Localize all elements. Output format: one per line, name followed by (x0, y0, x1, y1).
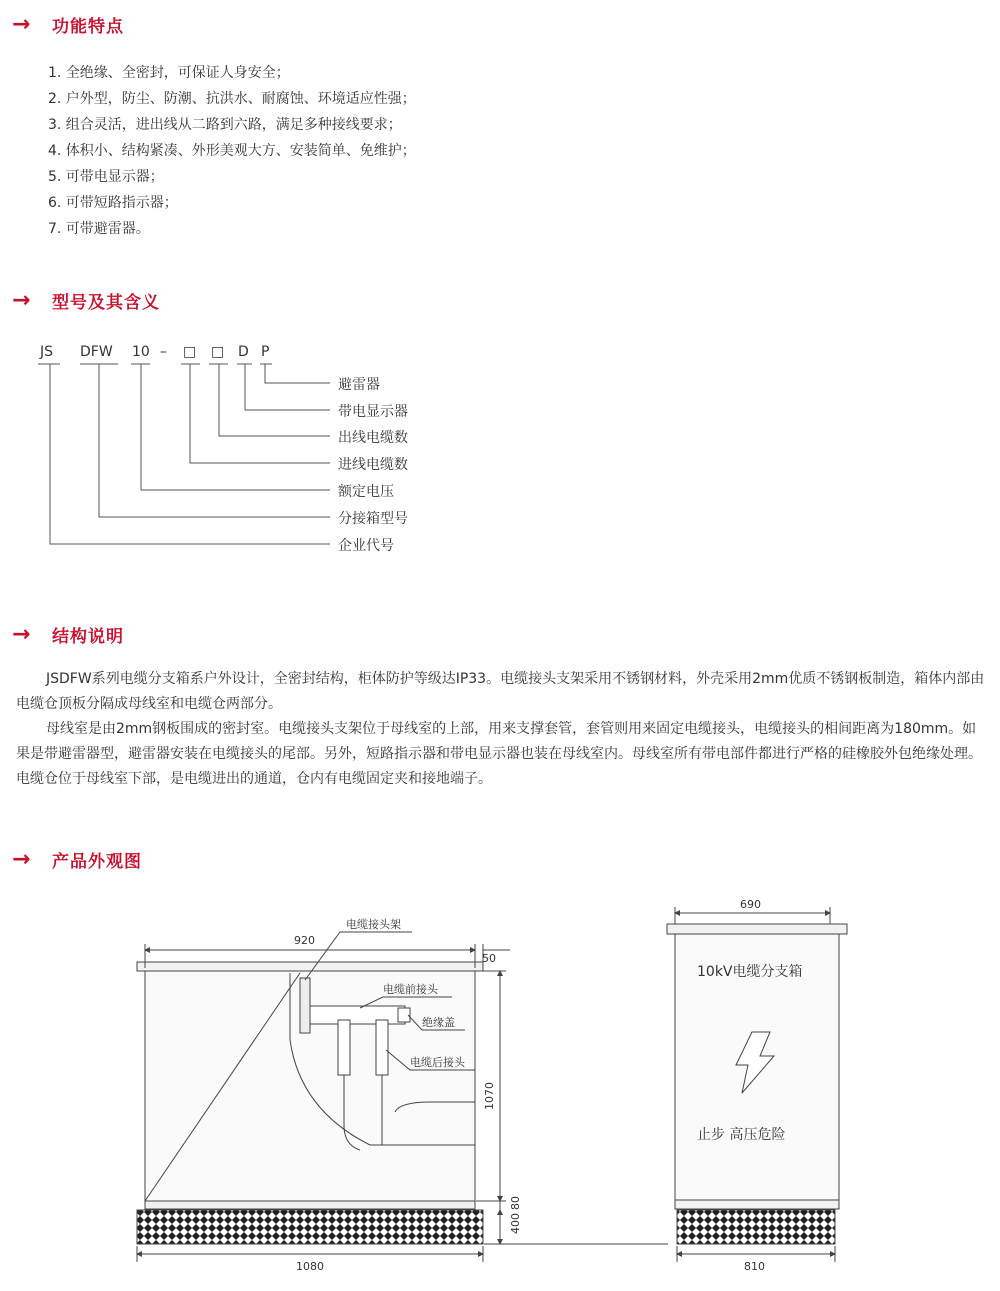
front-foundation (677, 1210, 835, 1244)
section-title: 产品外观图 (52, 851, 142, 872)
dim-1070: 1070 (483, 1082, 496, 1110)
code-outgoing: □ (211, 344, 225, 360)
dim-920: 920 (294, 934, 315, 947)
front-base-frame (675, 1200, 839, 1209)
roof-plate (137, 962, 483, 971)
warning-text: 止步 高压危险 (697, 1127, 786, 1143)
front-roof-plate (667, 924, 847, 934)
list-item: 1. 全绝缘、全密封，可保证人身安全； (48, 65, 290, 81)
section-title: 结构说明 (52, 626, 124, 647)
code-dfw: DFW (80, 344, 113, 360)
product-drawing (0, 880, 1000, 1280)
section-header-appearance (12, 845, 142, 873)
side-view (137, 962, 483, 1244)
meaning-arrester: 避雷器 (338, 377, 380, 393)
list-item: 5. 可带电显示器； (48, 169, 164, 185)
code-voltage: 10 (132, 344, 150, 360)
foundation (137, 1210, 483, 1244)
list-item: 2. 户外型，防尘、防潮、抗洪水、耐腐蚀、环境适应性强； (48, 91, 416, 107)
code-d: D (238, 344, 249, 360)
paragraph: 母线室是由2mm钢板围成的密封室。电缆接头支架位于母线室的上部，用来支撑套管，套管则用来固定电缆接头，电缆接头的相间距离为180mm。如果是带避雷器型，避雷器安装在电缆接头的尾部。另外，短路指示器和带电显示器也装在母线室内。母线室所有带电部件都进行严格的硅橡胶外包绝缘处理。电缆仓位于母线室下部，是电缆进出的通道，仓内有电缆固定夹和接地端子。 (16, 721, 982, 787)
arrow-right-icon: → (12, 287, 31, 313)
front-view (667, 907, 847, 1262)
code-dash: – (160, 344, 167, 360)
structure-description (16, 667, 988, 792)
arrow-right-icon: → (12, 846, 31, 872)
dim-400: 400 (509, 1213, 522, 1234)
list-item: 3. 组合灵活，进出线从二路到六路，满足多种接线要求； (48, 117, 402, 133)
meaning-incoming: 进线电缆数 (338, 457, 408, 473)
front-panel-title: 10kV电缆分支箱 (697, 964, 803, 980)
dim-690: 690 (740, 898, 761, 911)
section-header-features (12, 10, 124, 38)
meaning-live-display: 带电显示器 (338, 404, 408, 420)
section-header-structure (12, 620, 124, 648)
list-item: 7. 可带避雷器。 (48, 221, 150, 237)
cabinet-base-frame (145, 1201, 475, 1209)
dim-810: 810 (744, 1260, 765, 1273)
arrow-right-icon: → (12, 11, 31, 37)
meaning-box-type: 分接箱型号 (338, 511, 408, 527)
front-bushing (310, 1006, 405, 1024)
label-insulation-cap: 绝缘盖 (422, 1016, 455, 1029)
label-bracket: 电缆接头架 (346, 918, 401, 931)
code-p: P (261, 344, 270, 360)
section-title: 型号及其含义 (52, 292, 160, 313)
paragraph: JSDFW系列电缆分支箱系户外设计，全密封结构，柜体防护等级达IP33。电缆接头支架采用不锈钢材料，外壳采用2mm优质不锈钢板制造，箱体内部由电缆仓顶板分隔成母线室和电缆仓两部分。 (16, 671, 985, 712)
label-front-connector: 电缆前接头 (383, 983, 438, 996)
bracket-plate (300, 978, 310, 1033)
list-item: 6. 可带短路指示器； (48, 195, 178, 211)
arrow-right-icon: → (12, 621, 31, 647)
rear-connector (376, 1020, 388, 1075)
code-js: JS (40, 344, 54, 360)
dim-50: 50 (482, 952, 496, 965)
meaning-voltage: 额定电压 (338, 484, 394, 500)
dim-80: 80 (509, 1196, 522, 1210)
dim-1080: 1080 (296, 1260, 324, 1273)
front-connector (338, 1020, 350, 1075)
label-rear-connector: 电缆后接头 (410, 1056, 465, 1069)
list-item: 4. 体积小、结构紧凑、外形美观大方、安装简单、免维护； (48, 143, 416, 159)
feature-list (48, 60, 416, 242)
meaning-outgoing: 出线电缆数 (338, 430, 408, 446)
model-code-diagram (0, 335, 500, 565)
meaning-company: 企业代号 (338, 538, 394, 554)
section-title: 功能特点 (52, 16, 124, 37)
code-incoming: □ (183, 344, 197, 360)
section-header-model (12, 286, 160, 314)
